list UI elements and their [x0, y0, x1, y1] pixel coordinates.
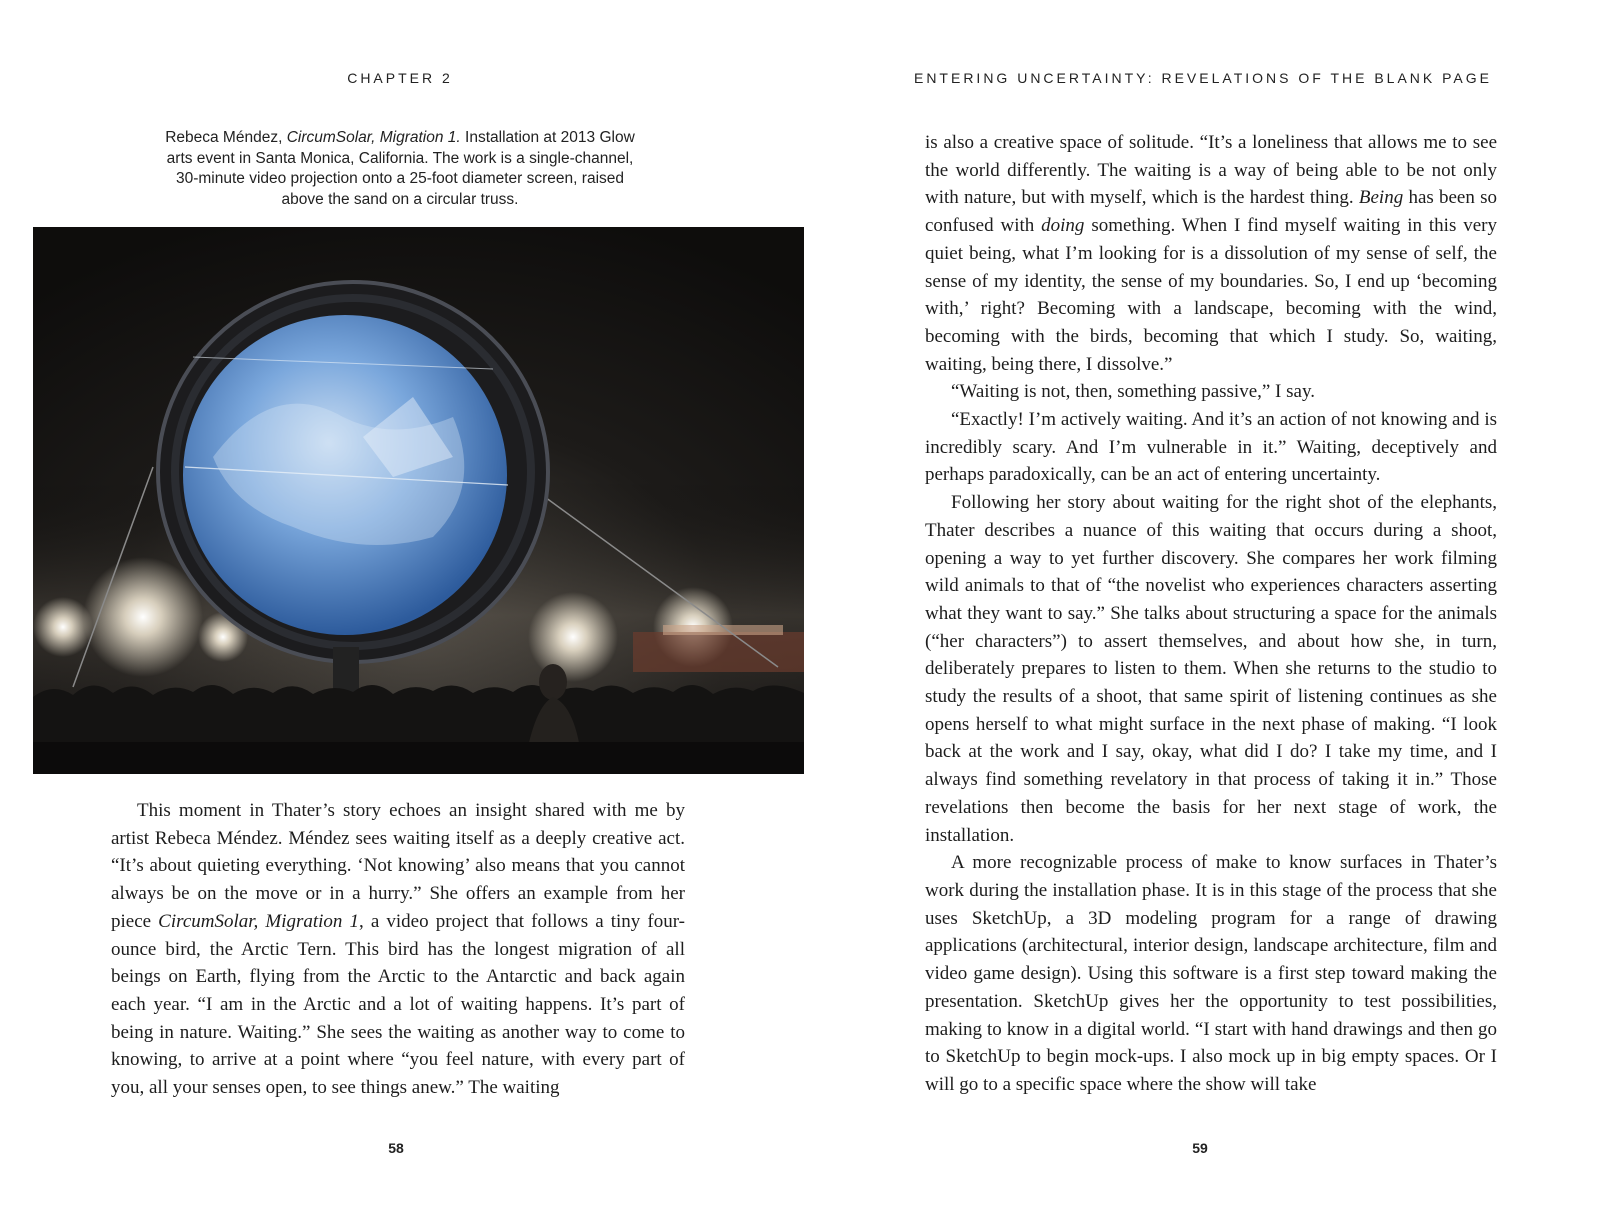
body-text-right: [925, 129, 1497, 1099]
caption-artist: Rebeca Méndez,: [165, 129, 287, 146]
paragraph: Following her story about waiting for the right shot of the elephants, Thater describes a nuance of this waiting that occurs during a shoot, opening a way to yet further discovery. She compares her work filming wild animals to that of “the novelist who experiences characters asserting what they want to say.” She talks about structuring a space for the animals (“her characters”) to assert themselves, and about how she, in turn, deliberately prepares to listen to them. When she returns to the studio to study the results of a shoot, that same spirit of listening continues as she opens herself to what might surface in the next phase of making. “I look back at the work and I say, okay, what did I do? I take my time, and I always find something revelatory in that process of taking it in.” Those revelations then become the basis for her next stage of work, the installation.: [925, 492, 1497, 846]
photo-caption: [160, 128, 640, 210]
text-run: This moment in Thater’s story echoes an insight shared with me by artist Rebeca Méndez. Méndez sees waiting itself as a deeply creative act. “It’s about quieting everything. ‘Not knowing’ also means that you cannot always be on the move or in a hurry.” She offers an example from her piece: [111, 800, 685, 932]
text-run: has been so confused with: [925, 187, 1497, 237]
paragraph: [925, 129, 1497, 378]
paragraph: [111, 797, 685, 1102]
body-text-left: [111, 797, 685, 1102]
work-title-italic: CircumSolar, Migration 1: [158, 910, 360, 932]
page-number-right: 59: [1192, 1140, 1208, 1156]
page-number-left: 58: [388, 1140, 404, 1156]
paragraph: “Waiting is not, then, something passive,” I say.: [951, 381, 1315, 403]
caption-description: Installation at 2013 Glow arts event in Santa Monica, California. The work is a single-channel, 30-minute video projection onto a 25-foot diameter screen, raised above the sand on a circular truss.: [166, 129, 635, 208]
installation-photo: [33, 227, 804, 774]
running-head-chapter: CHAPTER 2: [347, 70, 453, 86]
running-head-title: ENTERING UNCERTAINTY: REVELATIONS OF THE BLANK PAGE: [913, 70, 1492, 86]
paragraph: “Exactly! I’m actively waiting. And it’s an action of not knowing and is incredibly scary. And I’m vulnerable in it.” Waiting, deceptively and perhaps paradoxically, can be an act of entering uncertainty.: [925, 409, 1497, 486]
emphasis-being: Being: [1358, 187, 1404, 209]
text-run: something. When I find myself waiting in this very quiet being, what I’m looking for is a dissolution of my sense of self, the sense of my identity, the sense of my boundaries. So, I end up ‘becoming with,’ right? Becoming with a landscape, becoming with the wind, becoming with the birds, becoming that which I study. So, waiting, waiting, being there, I dissolve.”: [925, 215, 1497, 375]
paragraph: A more recognizable process of make to know surfaces in Thater’s work during the installation phase. It is in this stage of the process that she uses SketchUp, a 3D modeling program for a range of drawing applications (architectural, interior design, landscape architecture, film and video game design). Using this software is a first step toward making the presentation. SketchUp gives her the opportunity to test possibilities, making to know in a digital world. “I start with hand drawings and then go to SketchUp to begin mock-ups. I also mock up in big empty spaces. Or I will go to a specific space where the show will take: [925, 852, 1497, 1095]
caption-work-title: CircumSolar, Migration 1.: [286, 129, 461, 146]
emphasis-doing: doing: [1041, 215, 1085, 237]
text-run: is also a creative space of solitude. “It’s a loneliness that allows me to see the world differently. The waiting is a way of being able to be not only with nature, but with myself, which is the hardest thing.: [925, 132, 1497, 209]
right-page: [800, 0, 1600, 1224]
text-run: , a video project that follows a tiny four-ounce bird, the Arctic Tern. This bird has the longest migration of all beings on Earth, flying from the Arctic to the Antarctic and back again each year. “I am in the Arctic and a lot of waiting happens. It’s part of being in nature. Waiting.” She sees the waiting as another way to come to knowing, to arrive at a point where “you feel nature, with every part of you, all your senses open, to see things anew.” The waiting: [111, 910, 685, 1099]
